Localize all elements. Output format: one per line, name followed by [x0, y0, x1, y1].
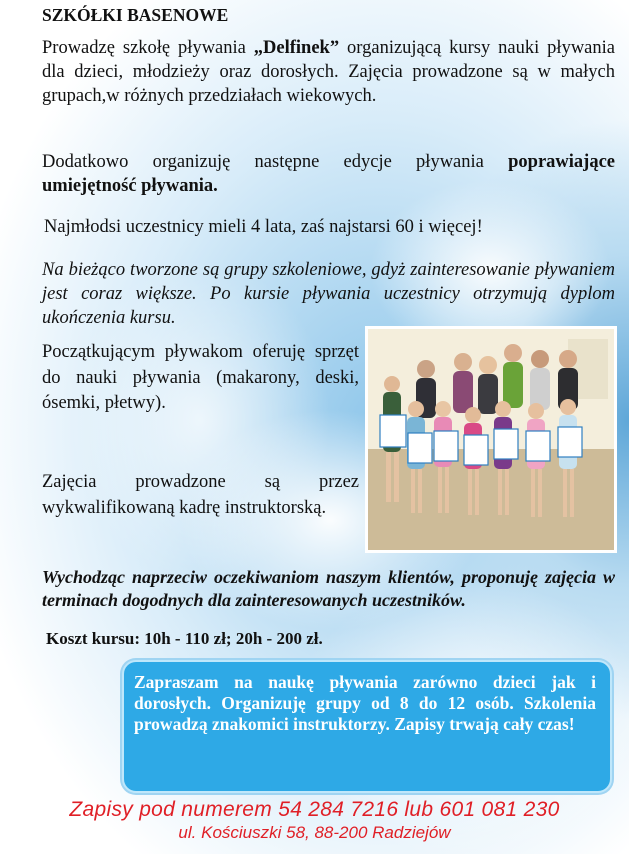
equipment-paragraph: Początkującym pływakom oferuję sprzęt do nauki pływania (makarony, deski, ósemki, płetwy).	[42, 342, 359, 414]
invitation-text: Zapraszam na naukę pływania zarówno dzieci jak i dorosłych. Organizuję grupy od 8 do 12 osób. Szkolenia prowadzą znakomici instruktorzy. Zapisy trwają cały czas!	[134, 672, 596, 734]
contact-info	[0, 798, 629, 843]
ages-line: Najmłodsi uczestnicy mieli 4 lata, zaś najstarsi 60 i więcej!	[44, 217, 483, 237]
terms-paragraph: Wychodząc naprzeciw oczekiwaniom naszym klientów, proponuję zajęcia w terminach dogodnych dla zainteresowanych uczestników.	[42, 567, 615, 610]
invitation-callout	[122, 660, 612, 793]
group-photo	[365, 326, 617, 553]
additional-paragraph	[42, 150, 615, 198]
page-title: SZKÓŁKI BASENOWE	[42, 5, 229, 25]
address-line: ul. Kościuszki 58, 88-200 Radziejów	[178, 823, 451, 842]
intro-suffix: organizującą kursy nauki pływania dla dzieci, młodzieży oraz dorosłych. Zajęcia prowadzone są w małych grupach,w różnych przedziałach wiekowych.	[42, 38, 615, 107]
school-name: „Delfinek”	[253, 38, 340, 58]
groups-paragraph: Na bieżąco tworzone są grupy szkoleniowe, gdyż zainteresowanie pływaniem jest coraz większe. Po kursie pływania uczestnicy otrzymują dyplom ukończenia kursu.	[42, 260, 615, 329]
additional-highlight: poprawiające umiejętność pływania.	[42, 152, 615, 197]
additional-prefix: Dodatkowo organizuję następne edycje pływania	[42, 152, 509, 172]
price-line: Koszt kursu: 10h - 110 zł; 20h - 200 zł.	[46, 629, 323, 648]
phone-line: Zapisy pod numerem 54 284 7216 lub 601 081 230	[69, 798, 560, 821]
staff-paragraph: Zajęcia prowadzone są przez wykwalifikowaną kadrę instruktorską.	[42, 472, 359, 518]
intro-paragraph	[42, 36, 615, 108]
intro-prefix: Prowadzę szkołę pływania	[42, 38, 254, 58]
group-photo-illustration	[368, 329, 614, 550]
